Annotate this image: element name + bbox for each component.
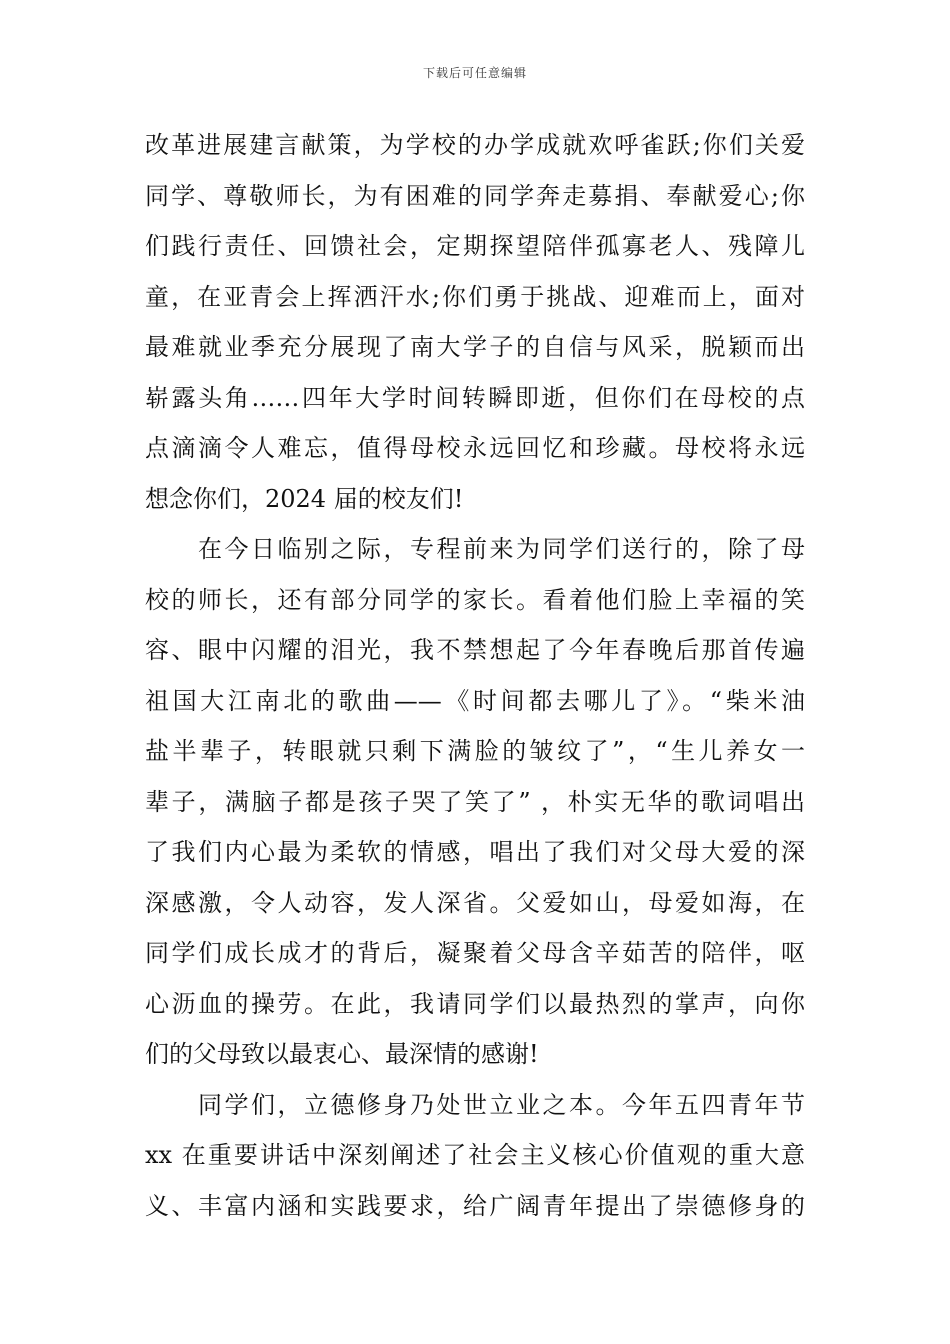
text-line: 点滴滴令人难忘，值得母校永远回忆和珍藏。母校将永远 [145,434,805,462]
paragraph-3 [145,1080,805,1232]
paragraph-1 [145,120,805,524]
text-line: 改革进展建言献策，为学校的办学成就欢呼雀跃;你们关爱 [145,131,805,159]
text-line: 崭露头角……四年大学时间转瞬即逝，但你们在母校的点 [145,383,805,412]
paragraph-2 [145,524,805,1080]
text-line: 最难就业季充分展现了南大学子的自信与风采，脱颖而出 [145,333,805,361]
text-line: xx 在重要讲话中深刻阐述了社会主义核心价值观的重大意 [145,1141,805,1169]
document-body [145,120,805,1231]
text-line: 容、眼中闪耀的泪光，我不禁想起了今年春晚后那首传遍 [145,636,805,664]
text-line: 同学们，立德修身乃处世立业之本。今年五四青年节 [198,1090,805,1119]
text-line: 深感激，令人动容，发人深省。父爱如山，母爱如海，在 [145,888,805,917]
text-line: 了我们内心最为柔软的情感，唱出了我们对父母大爱的深 [145,838,805,866]
text-line: 义、丰富内涵和实践要求，给广阔青年提出了崇德修身的 [145,1191,805,1220]
text-line: 心沥血的操劳。在此，我请同学们以最热烈的掌声，向你 [145,989,805,1018]
text-line: 盐半辈子，转眼就只剩下满脸的皱纹了”，“生儿养女一 [145,737,805,765]
text-line: 在今日临别之际，专程前来为同学们送行的，除了母 [198,535,805,563]
text-line: 同学、尊敬师长，为有困难的同学奔走募捐、奉献爱心;你 [145,181,805,210]
text-line: 辈子，满脑子都是孩子哭了笑了” ，朴实无华的歌词唱出 [145,787,805,816]
text-line: 祖国大江南北的歌曲——《时间都去哪儿了》。“柴米油 [145,686,805,715]
text-line: 校的师长，还有部分同学的家长。看着他们脸上幸福的笑 [145,585,805,614]
text-line: 们践行责任、回馈社会，定期探望陪伴孤寡老人、残障儿 [145,232,805,260]
text-line: 想念你们，2024 届的校友们! [145,484,464,513]
page-header: 下载后可任意编辑 [422,66,527,80]
text-line: 们的父母致以最衷心、最深情的感谢! [145,1040,539,1068]
text-line: 童，在亚青会上挥洒汗水;你们勇于挑战、迎难而上，面对 [145,282,805,311]
text-line: 同学们成长成才的背后，凝聚着父母含辛茹苦的陪伴，呕 [145,939,805,967]
